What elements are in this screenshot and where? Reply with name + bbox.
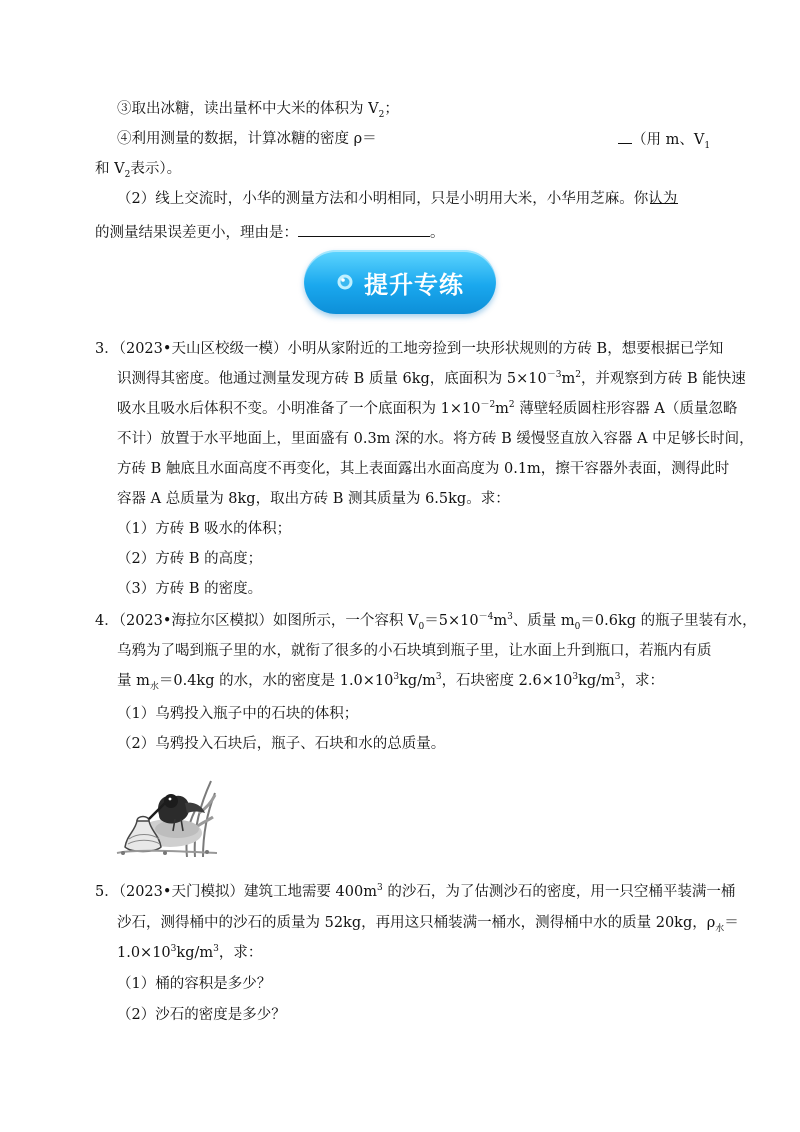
- q4-l3f: ，求：: [620, 673, 665, 689]
- q4-l1sub: 0: [418, 621, 425, 632]
- q5-l3a: 1.0×10: [117, 945, 171, 961]
- q4-l3sup2: 3: [435, 672, 442, 683]
- q5-sub2: [117, 1005, 286, 1025]
- q4-l1b: ＝5×10: [424, 613, 479, 629]
- q5-l3sup2: 3: [213, 944, 219, 955]
- q5-l2a: 沙石，测得桶中的沙石的质量为 52kg，再用这只桶装满一桶水，测得桶中水的质量 20kg，ρ: [117, 915, 716, 931]
- q3-l3sup2: 2: [508, 400, 515, 411]
- q3-l1: （2023•天山区校级一模）小明从家附近的工地旁捡到一块形状规则的方砖 B，想要根据已学知: [118, 341, 724, 357]
- q4-l3sup3: 3: [572, 672, 579, 683]
- q4-l1e: ＝0.6kg 的瓶子里装有水，: [580, 613, 757, 629]
- q5-line2: [117, 913, 739, 933]
- q4-l1sup: －4: [478, 612, 494, 623]
- bubble-icon: [336, 272, 356, 292]
- q3-s3: （3）方砖 B 的密度。: [117, 581, 263, 597]
- q3-l3sup: －2: [480, 400, 496, 411]
- q4-l1c: m: [493, 613, 508, 629]
- q4-line3: [117, 671, 664, 691]
- q5-line1: [95, 882, 735, 902]
- q2-step4-text: ④利用测量的数据，计算冰糖的密度 ρ＝: [117, 131, 377, 147]
- q2-step3-end: ；: [384, 101, 399, 117]
- q4-l3b: ＝0.4kg 的水，水的密度是 1.0×10: [158, 673, 394, 689]
- q4-l1sub2: 0: [574, 621, 581, 632]
- q2-step4-tail: [618, 129, 710, 150]
- q3-l4: 不计）放置于水平地面上，里面盛有 0.3m 深的水。将方砖 B 缓慢竖直放入容器 A 中足够长时间，: [117, 431, 754, 447]
- q3-l3b: m: [495, 401, 509, 417]
- q3-l2b: m: [561, 371, 576, 387]
- practice-banner: [304, 250, 496, 314]
- q4-l1d: 、质量 m: [512, 613, 575, 629]
- q3-line2: [117, 369, 746, 389]
- q2-step3-sub: 2: [378, 109, 385, 120]
- q3-s2: （2）方砖 B 的高度；: [117, 551, 263, 567]
- q3-line1: [95, 339, 723, 359]
- q2-step4: [117, 129, 377, 149]
- q3-l2sup: －3: [546, 370, 562, 381]
- q4-sub1: [117, 704, 358, 724]
- q4-sub2: [117, 734, 445, 754]
- q5-s1: （1）桶的容积是多少？: [117, 976, 272, 992]
- q3-number: 3．: [95, 341, 119, 357]
- q3-line6: [117, 489, 510, 509]
- banner-label: 提升专练: [364, 270, 464, 299]
- q2-part2-b-end: 。: [430, 225, 445, 241]
- q2-step3: [117, 99, 399, 119]
- q3-l6: 容器 A 总质量为 8kg，取出方砖 B 测其质量为 6.5kg。求：: [117, 491, 510, 507]
- q4-l3sub: 水: [149, 681, 159, 692]
- q5-l3b: kg/m: [176, 945, 214, 961]
- q2-step4-tail-sub: 1: [704, 140, 711, 151]
- q5-line3: [117, 943, 262, 963]
- q2-part2-a: （2）线上交流时，小华的测量方法和小明相同，只是小明用大米，小华用芝麻。你认为: [117, 191, 678, 207]
- q5-l2sub: 水: [715, 923, 725, 934]
- q4-s2: （2）乌鸦投入石块后，瓶子、石块和水的总质量。: [117, 736, 446, 752]
- q3-s1: （1）方砖 B 吸水的体积；: [117, 521, 292, 537]
- q2-part2-blank1-wrap: [650, 189, 678, 210]
- q5-number: 5．: [95, 884, 119, 900]
- q2-step4-line2-sub: 2: [124, 169, 131, 180]
- q4-line1: [95, 611, 757, 631]
- q4-l3sup4: 3: [614, 672, 621, 683]
- q5-l1a: （2023•天门模拟）建筑工地需要 400m: [118, 884, 377, 900]
- q5-l3sup: 3: [170, 944, 177, 955]
- q3-sub2: [117, 549, 262, 569]
- q3-l2c: ，并观察到方砖 B 能快速: [580, 371, 746, 387]
- q2-part2-line1: [117, 189, 677, 209]
- q2-step4-tail-text: （用 m、V: [632, 132, 705, 148]
- answer-blank[interactable]: [618, 129, 632, 144]
- answer-blank[interactable]: [650, 189, 678, 204]
- q3-line3: [117, 399, 737, 419]
- q4-line2: [117, 641, 712, 661]
- q3-l5: 方砖 B 触底且水面高度不再变化，其上表面露出水面高度为 0.1m，擦干容器外表面，测得此时: [117, 461, 730, 477]
- q5-l1b: 的沙石，为了估测沙石的密度，用一只空桶平装满一桶: [382, 884, 736, 900]
- q4-l3e: kg/m: [578, 673, 615, 689]
- crow-drinking-illustration: [115, 773, 218, 857]
- q5-l1sup: 3: [376, 883, 383, 894]
- q4-l3a: 量 m: [117, 673, 150, 689]
- q3-sub1: [117, 519, 291, 539]
- q4-number: 4．: [95, 613, 119, 629]
- q4-l3d: ，石块密度 2.6×10: [441, 673, 573, 689]
- q3-l2sup2: 2: [575, 370, 581, 381]
- q4-s1: （1）乌鸦投入瓶子中的石块的体积；: [117, 706, 359, 722]
- q3-l3a: 吸水且吸水后体积不变。小明准备了一个底面积为 1×10: [117, 401, 481, 417]
- q4-l2: 乌鸦为了喝到瓶子里的水，就衔了很多的小石块填到瓶子里，让水面上升到瓶口，若瓶内有质: [117, 643, 712, 659]
- q5-sub1: [117, 974, 271, 994]
- q3-line5: [117, 459, 729, 479]
- q2-step4-line2-a: 和 V: [95, 161, 125, 177]
- q5-l2b: ＝: [724, 915, 739, 931]
- q3-line4: [117, 429, 754, 449]
- q3-sub3: [117, 579, 262, 599]
- q2-step4-line2: [95, 159, 181, 179]
- q3-l2a: 识测得其密度。他通过测量发现方砖 B 质量 6kg，底面积为 5×10: [117, 371, 547, 387]
- q4-l3sup: 3: [393, 672, 400, 683]
- answer-blank[interactable]: [298, 222, 430, 237]
- q4-l1sup2: 3: [507, 612, 513, 623]
- q2-step3-text: ③取出冰糖，读出量杯中大米的体积为 V: [117, 101, 379, 117]
- q2-part2-line2: [95, 222, 445, 243]
- q4-l1a: （2023•海拉尔区模拟）如图所示，一个容积 V: [118, 613, 419, 629]
- q5-s2: （2）沙石的密度是多少？: [117, 1007, 286, 1023]
- q3-l3c: 薄壁轻质圆柱形容器 A（质量忽略: [514, 401, 738, 417]
- q2-step4-line2-b: 表示）。: [130, 161, 182, 177]
- q5-l3c: ，求：: [218, 945, 263, 961]
- q2-part2-b: 的测量结果误差更小，理由是：: [95, 225, 298, 241]
- q4-l3c: kg/m: [399, 673, 436, 689]
